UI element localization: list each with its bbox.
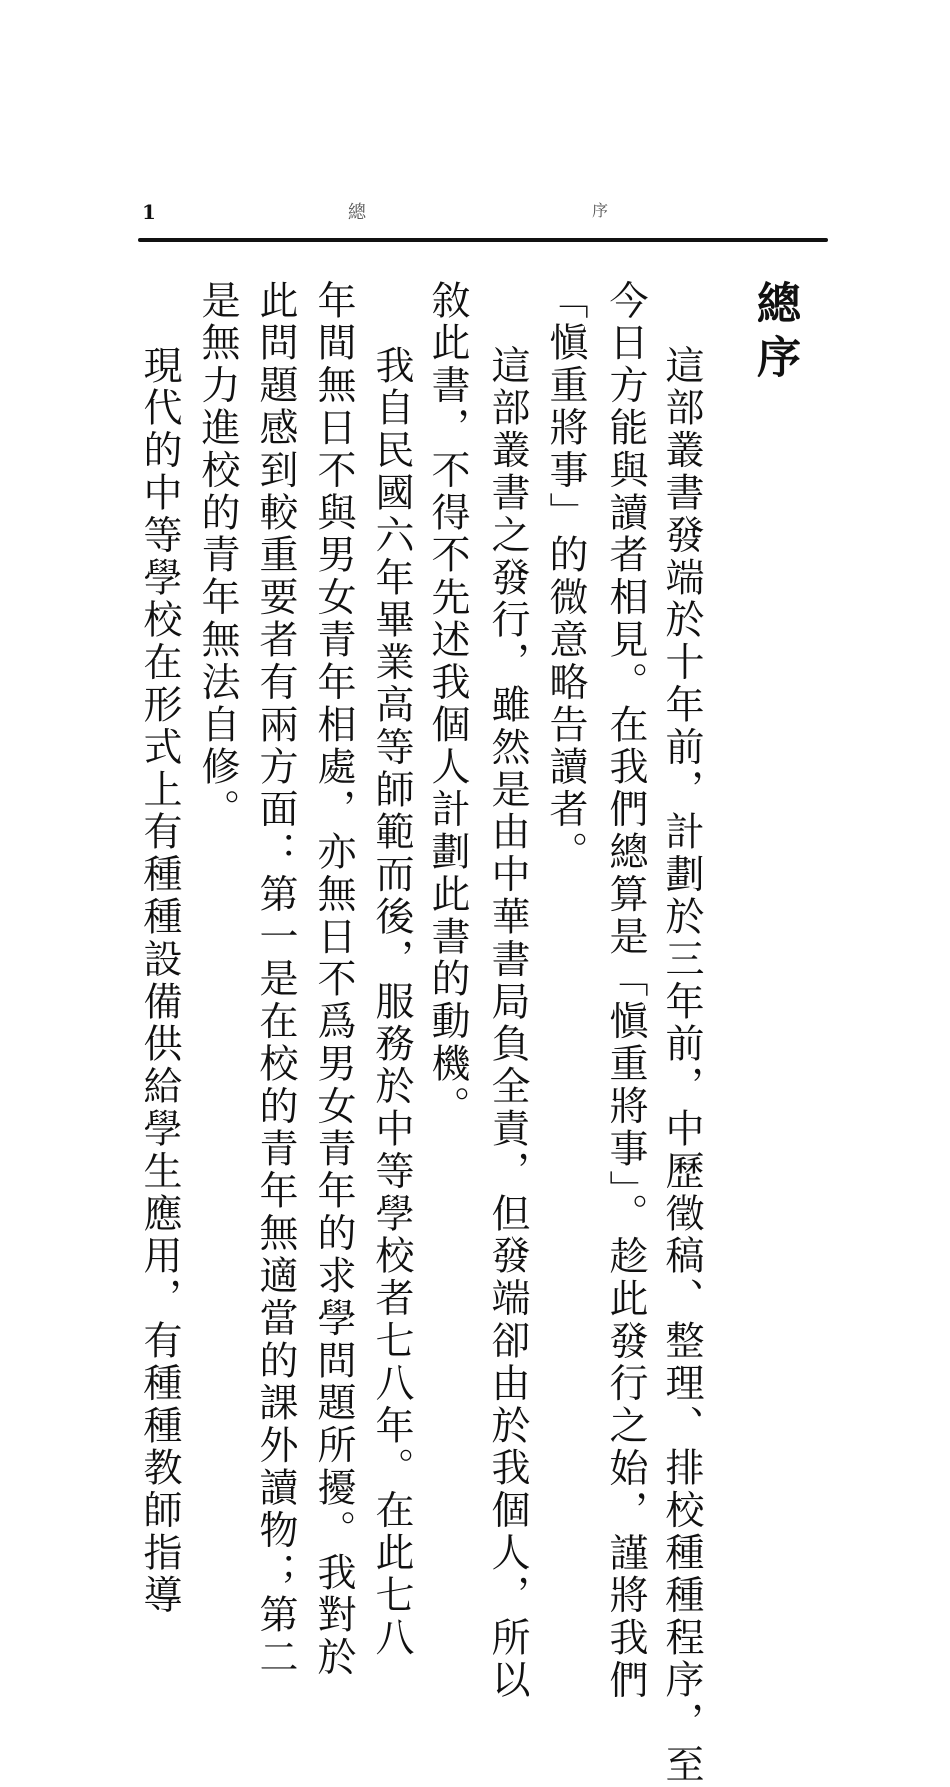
text-column-5: 敘此書，不得不先述我個人計劃此書的動機。 [425, 280, 470, 1128]
text-column-8: 此問題感到較重要者有兩方面：第一是在校的青年無適當的課外讀物；第二 [253, 280, 298, 1680]
text-column-9: 是無力進校的青年無法自修。 [195, 280, 240, 832]
header-rule [138, 238, 828, 242]
text-column-2: 今日方能與讀者相見。在我們總算是「愼重將事」。趁此發行之始，謹將我們 [603, 280, 648, 1703]
running-header [130, 198, 830, 228]
text-column-4: 這部叢書之發行，雖然是由中華書局負全責，但發端卻由於我個人，所以 [485, 345, 530, 1702]
text-column-3: 「愼重將事」的微意略告讀者。 [543, 280, 588, 874]
text-column-10: 現代的中等學校在形式上有種種設備供給學生應用，有種種教師指導 [137, 345, 182, 1617]
text-column-1: 這部叢書發端於十年前，計劃於三年前，中歷徵稿、整理、排校種種程序，至 [659, 345, 704, 1787]
section-title: 總序 [749, 280, 800, 388]
header-mark-right: 序 [592, 201, 609, 220]
header-mark-left: 總 [348, 202, 366, 223]
text-column-6: 我自民國六年畢業高等師範而後，服務於中等學校者七八年。在此七八 [369, 345, 414, 1660]
page-number: 1 [142, 200, 156, 224]
text-column-7: 年間無日不與男女青年相處，亦無日不爲男女青年的求學問題所擾。我對於 [311, 280, 356, 1680]
